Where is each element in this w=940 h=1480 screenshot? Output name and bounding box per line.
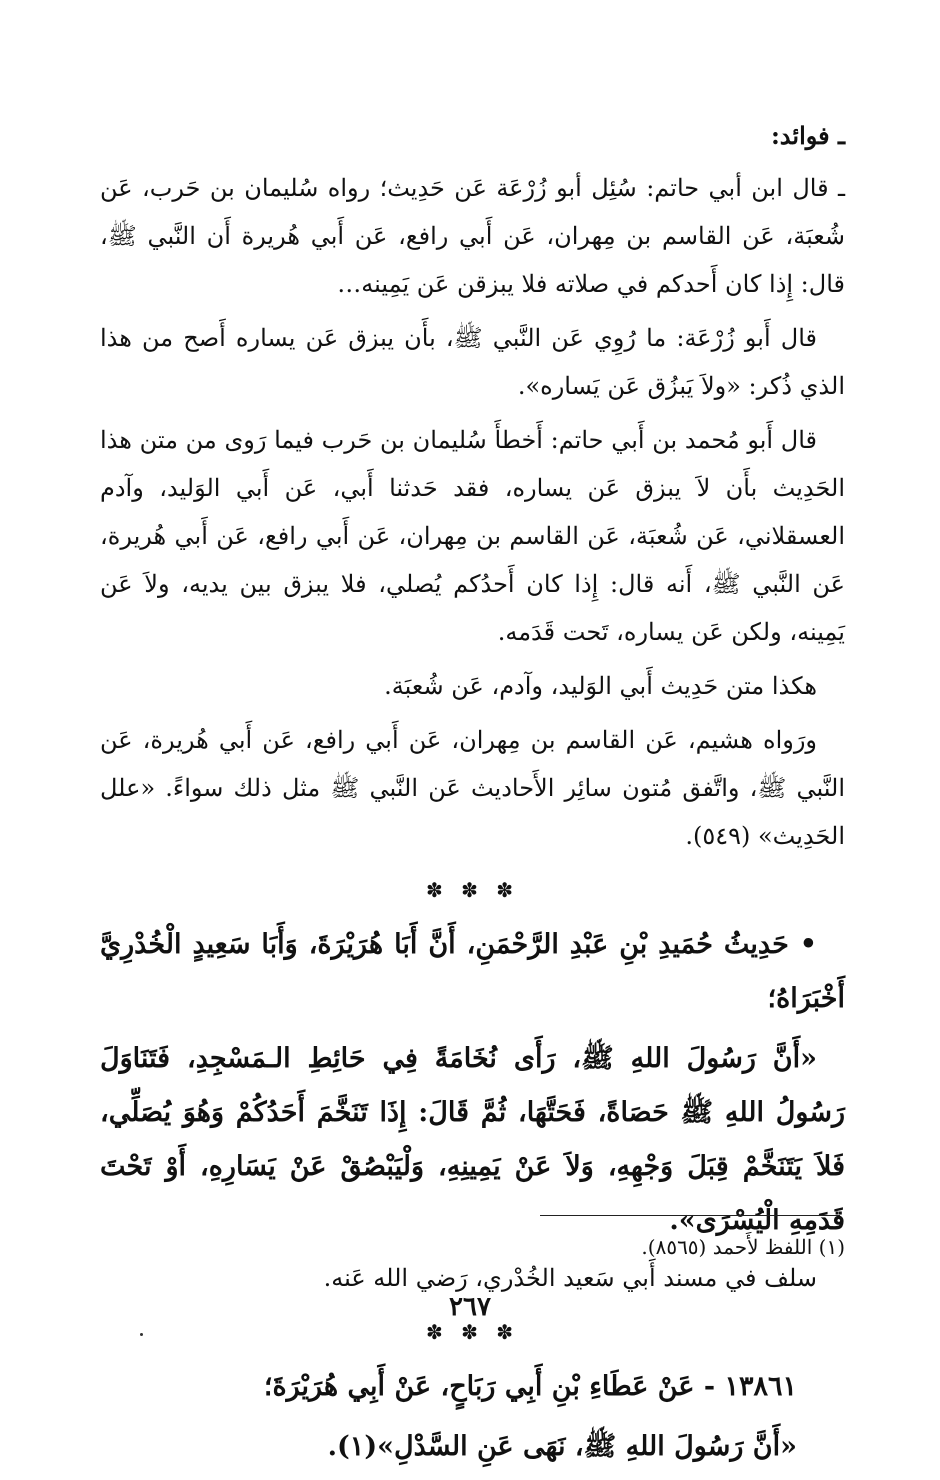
paragraph: قال أَبو زُرْعَة: ما رُوِي عَن النَّبي ﷺ، بأَن يبزق عَن يساره أَصح من هذا الذي ذُكر: «ولاَ يَبزُق عَن يَساره». <box>100 324 845 400</box>
page-body <box>100 112 845 1480</box>
paragraph: هكذا متن حَدِيث أَبي الوَليد، وآدم، عَن شُعبَة. <box>384 672 817 700</box>
section-separator: ✽ ✽ ✽ <box>426 1320 519 1344</box>
paragraph: ـ قال ابن أبي حاتم: سُئِل أبو زُرْعَة عَن حَدِيث؛ رواه سُليمان بن حَرب، عَن شُعبَة، عَن القاسم بن مِهران، عَن أَبي رافع، عَن أَبي هُريرة أَن النَّبي ﷺ، قال: إِذا كان أَحدكم في صلاته فلا يبزقن عَن يَمِينه… <box>100 174 845 298</box>
page-number: ٢٦٧ <box>449 1292 491 1322</box>
footnote: (١) اللفظ لأَحمد (٨٥٦٥). <box>641 1235 845 1259</box>
hadith-intro: • حَدِيثُ حُمَيدِ بْنِ عَبْدِ الرَّحْمَنِ، أَنَّ أَبَا هُرَيْرَةَ، وَأَبَا سَعِيدٍ الْخُدْرِيَّ أَخْبَرَاهُ؛ <box>100 929 845 1014</box>
hadith-number-line: ١٣٨٦١ - عَنْ عَطَاءِ بْنِ أَبِي رَبَاحٍ، عَنْ أَبِي هُرَيْرَةَ؛ <box>263 1371 797 1402</box>
section-separator: ✽ ✽ ✽ <box>426 878 519 902</box>
hadith-note: سلف في مسند أَبي سَعيد الخُدْري، رَضي الله عَنه. <box>323 1264 817 1292</box>
section-heading: ـ فوائد: <box>770 121 845 150</box>
footnote-divider <box>540 1215 840 1216</box>
scan-speck <box>140 1333 143 1336</box>
paragraph: قال أَبو مُحمد بن أَبي حاتم: أَخطأَ سُليمان بن حَرب فيما رَوى من متن هذا الحَدِيث بأَن لاَ يبزق عَن يساره، فقد حَدثنا أَبي، عَن أَبي الوَليد، وآدم العسقلاني، عَن شُعبَة، عَن القاسم بن مِهران، عَن أَبي رافع، عَن أَبي هُريرة، عَن النَّبي ﷺ، أَنه قال: إِذا كان أَحدُكم يُصلي، فلا يبزق بين يديه، ولاَ عَن يَمِينه، ولكن عَن يساره، تَحت قَدَمه. <box>100 426 846 646</box>
hadith-text-line: «أَنَّ رَسُولَ اللهِ ﷺ، نَهَى عَنِ السَّدْلِ»(١). <box>327 1431 797 1462</box>
paragraph: ورَواه هشيم، عَن القاسم بن مِهران، عَن أَبي رافع، عَن أَبي هُريرة، عَن النَّبي ﷺ، واتَّفق مُتون سائِر الأَحاديث عَن النَّبي ﷺ مثل ذلك سواءً. «علل الحَدِيث» (٥٤٩). <box>100 726 845 850</box>
hadith-text: «أَنَّ رَسُولَ اللهِ ﷺ، رَأَى نُخَامَةً فِي حَائِطِ الـمَسْجِدِ، فَتَنَاوَلَ رَسُولُ اللهِ ﷺ حَصَاةً، فَحَتَّهَا، ثُمَّ قَالَ: إِذَا تَنَخَّمَ أَحَدُكُمْ وَهُوَ يُصَلِّي، فَلاَ يَتَنَخَّمْ قِبَلَ وَجْهِهِ، وَلاَ عَنْ يَمِينِهِ، وَلْيَبْصُقْ عَنْ يَسَارِهِ، أَوْ تَحْتَ قَدَمِهِ الْيُسْرَى». <box>100 1043 845 1236</box>
